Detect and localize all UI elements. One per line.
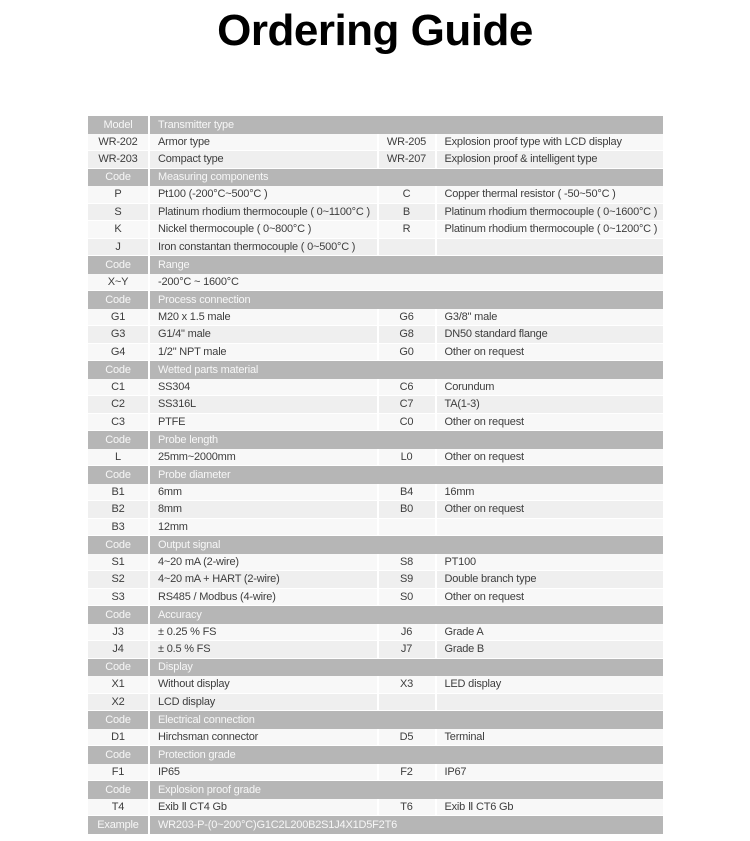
code-cell: G4 [88, 344, 148, 361]
code-cell: T4 [88, 799, 148, 816]
code-cell: B [379, 204, 435, 221]
code-cell: WR-202 [88, 134, 148, 151]
description-cell: 4~20 mA + HART (2-wire) [150, 571, 377, 588]
section-code-label: Code [88, 431, 148, 449]
description-cell: Nickel thermocouple ( 0~800°C ) [150, 221, 377, 238]
table-row [88, 484, 663, 502]
description-cell: M20 x 1.5 male [150, 309, 377, 326]
description-cell: 4~20 mA (2-wire) [150, 554, 377, 571]
code-cell: J4 [88, 641, 148, 658]
code-cell: B1 [88, 484, 148, 501]
code-cell: WR-205 [379, 134, 435, 151]
code-cell [379, 694, 435, 711]
code-cell: X1 [88, 676, 148, 693]
table-row [88, 134, 663, 152]
section-header-row [88, 606, 663, 624]
section-code-label: Code [88, 781, 148, 799]
table-row [88, 396, 663, 414]
code-cell: J6 [379, 624, 435, 641]
code-cell: X3 [379, 676, 435, 693]
table-row [88, 344, 663, 362]
table-row [88, 589, 663, 607]
code-cell: C3 [88, 414, 148, 431]
section-header-row [88, 536, 663, 554]
description-cell: Without display [150, 676, 377, 693]
table-row [88, 571, 663, 589]
example-value: WR203-P-(0~200°C)G1C2L200B2S1J4X1D5F2T6 [150, 816, 663, 834]
section-header-row [88, 781, 663, 799]
code-cell: C0 [379, 414, 435, 431]
description-cell: Armor type [150, 134, 377, 151]
table-row [88, 554, 663, 572]
section-title: Transmitter type [150, 116, 663, 134]
description-cell: 6mm [150, 484, 377, 501]
description-cell: -200°C ~ 1600°C [150, 274, 663, 291]
table-row [88, 624, 663, 642]
description-cell: Platinum rhodium thermocouple ( 0~1100°C ) [150, 204, 377, 221]
code-cell: G8 [379, 326, 435, 343]
description-cell: Pt100 (-200°C~500°C ) [150, 186, 377, 203]
code-cell: B4 [379, 484, 435, 501]
table-row [88, 799, 663, 817]
description-cell: Exib Ⅱ CT6 Gb [437, 799, 664, 816]
description-cell: Other on request [437, 589, 664, 606]
table-row [88, 676, 663, 694]
code-cell: S2 [88, 571, 148, 588]
code-cell: B0 [379, 501, 435, 518]
section-header-row [88, 116, 663, 134]
code-cell: G3 [88, 326, 148, 343]
code-cell: J [88, 239, 148, 256]
description-cell: Double branch type [437, 571, 664, 588]
table-row [88, 326, 663, 344]
code-cell: L0 [379, 449, 435, 466]
description-cell: Compact type [150, 151, 377, 168]
section-title: Process connection [150, 291, 663, 309]
section-title: Probe length [150, 431, 663, 449]
code-cell: B3 [88, 519, 148, 536]
section-header-row [88, 361, 663, 379]
code-cell: F1 [88, 764, 148, 781]
description-cell: Other on request [437, 501, 664, 518]
description-cell: 25mm~2000mm [150, 449, 377, 466]
description-cell: 8mm [150, 501, 377, 518]
description-cell: 1/2" NPT male [150, 344, 377, 361]
description-cell: Grade A [437, 624, 664, 641]
description-cell: Copper thermal resistor ( -50~50°C ) [437, 186, 664, 203]
description-cell [437, 519, 664, 536]
description-cell: PTFE [150, 414, 377, 431]
code-cell: X~Y [88, 274, 148, 291]
section-code-label: Code [88, 659, 148, 677]
code-cell: S [88, 204, 148, 221]
example-row [88, 816, 663, 834]
description-cell: IP65 [150, 764, 377, 781]
code-cell: D5 [379, 729, 435, 746]
table-row [88, 239, 663, 257]
code-cell: G1 [88, 309, 148, 326]
description-cell: 16mm [437, 484, 664, 501]
description-cell: IP67 [437, 764, 664, 781]
code-cell: WR-207 [379, 151, 435, 168]
table-row [88, 151, 663, 169]
table-row [88, 764, 663, 782]
description-cell: SS304 [150, 379, 377, 396]
section-header-row [88, 659, 663, 677]
code-cell: G0 [379, 344, 435, 361]
code-cell: S0 [379, 589, 435, 606]
description-cell: Grade B [437, 641, 664, 658]
code-cell: C [379, 186, 435, 203]
section-code-label: Code [88, 291, 148, 309]
page [0, 6, 750, 831]
description-cell: G1/4" male [150, 326, 377, 343]
description-cell: Iron constantan thermocouple ( 0~500°C ) [150, 239, 377, 256]
table-row [88, 414, 663, 432]
table-row [88, 379, 663, 397]
code-cell: S8 [379, 554, 435, 571]
description-cell: ± 0.25 % FS [150, 624, 377, 641]
section-code-label: Code [88, 711, 148, 729]
code-cell: J3 [88, 624, 148, 641]
section-code-label: Code [88, 466, 148, 484]
description-cell: 12mm [150, 519, 377, 536]
description-cell: TA(1-3) [437, 396, 664, 413]
section-title: Protection grade [150, 746, 663, 764]
section-title: Electrical connection [150, 711, 663, 729]
code-cell: B2 [88, 501, 148, 518]
code-cell: C6 [379, 379, 435, 396]
table-row [88, 221, 663, 239]
table-row [88, 449, 663, 467]
code-cell: L [88, 449, 148, 466]
description-cell: Corundum [437, 379, 664, 396]
description-cell: Other on request [437, 414, 664, 431]
section-title: Accuracy [150, 606, 663, 624]
section-title: Wetted parts material [150, 361, 663, 379]
section-code-label: Code [88, 536, 148, 554]
code-cell: C1 [88, 379, 148, 396]
section-title: Display [150, 659, 663, 677]
table-row [88, 519, 663, 537]
code-cell [379, 519, 435, 536]
description-cell: Other on request [437, 344, 664, 361]
section-header-row [88, 746, 663, 764]
table-row [88, 694, 663, 712]
section-code-label: Code [88, 169, 148, 187]
code-cell: K [88, 221, 148, 238]
description-cell [437, 694, 664, 711]
code-cell: F2 [379, 764, 435, 781]
section-title: Explosion proof grade [150, 781, 663, 799]
table-row [88, 186, 663, 204]
code-cell: C2 [88, 396, 148, 413]
code-cell: D1 [88, 729, 148, 746]
code-cell: X2 [88, 694, 148, 711]
description-cell: Platinum rhodium thermocouple ( 0~1600°C ) [437, 204, 664, 221]
section-code-label: Code [88, 606, 148, 624]
description-cell: SS316L [150, 396, 377, 413]
code-cell: T6 [379, 799, 435, 816]
description-cell: LCD display [150, 694, 377, 711]
section-code-label: Model [88, 116, 148, 134]
description-cell: Exib Ⅱ CT4 Gb [150, 799, 377, 816]
description-cell: LED display [437, 676, 664, 693]
section-code-label: Code [88, 256, 148, 274]
section-code-label: Code [88, 746, 148, 764]
table-row [88, 274, 663, 292]
description-cell: G3/8" male [437, 309, 664, 326]
description-cell: Hirchsman connector [150, 729, 377, 746]
code-cell: J7 [379, 641, 435, 658]
description-cell: Explosion proof & intelligent type [437, 151, 664, 168]
section-title: Range [150, 256, 663, 274]
table-row [88, 204, 663, 222]
section-header-row [88, 466, 663, 484]
ordering-guide-table [88, 116, 663, 834]
section-code-label: Code [88, 361, 148, 379]
section-header-row [88, 431, 663, 449]
section-title: Output signal [150, 536, 663, 554]
description-cell: Terminal [437, 729, 664, 746]
example-label: Example [88, 816, 148, 834]
section-header-row [88, 291, 663, 309]
code-cell: P [88, 186, 148, 203]
description-cell: Other on request [437, 449, 664, 466]
page-title: Ordering Guide [217, 6, 533, 55]
code-cell: R [379, 221, 435, 238]
section-title: Measuring components [150, 169, 663, 187]
description-cell: Explosion proof type with LCD display [437, 134, 664, 151]
code-cell: S9 [379, 571, 435, 588]
code-cell: G6 [379, 309, 435, 326]
code-cell: S1 [88, 554, 148, 571]
description-cell: PT100 [437, 554, 664, 571]
description-cell: ± 0.5 % FS [150, 641, 377, 658]
table-row [88, 641, 663, 659]
description-cell [437, 239, 664, 256]
code-cell: C7 [379, 396, 435, 413]
table-row [88, 501, 663, 519]
description-cell: DN50 standard flange [437, 326, 664, 343]
description-cell: Platinum rhodium thermocouple ( 0~1200°C ) [437, 221, 664, 238]
table-row [88, 309, 663, 327]
section-header-row [88, 711, 663, 729]
section-header-row [88, 256, 663, 274]
table-row [88, 729, 663, 747]
section-header-row [88, 169, 663, 187]
section-title: Probe diameter [150, 466, 663, 484]
code-cell [379, 239, 435, 256]
code-cell: WR-203 [88, 151, 148, 168]
description-cell: RS485 / Modbus (4-wire) [150, 589, 377, 606]
code-cell: S3 [88, 589, 148, 606]
